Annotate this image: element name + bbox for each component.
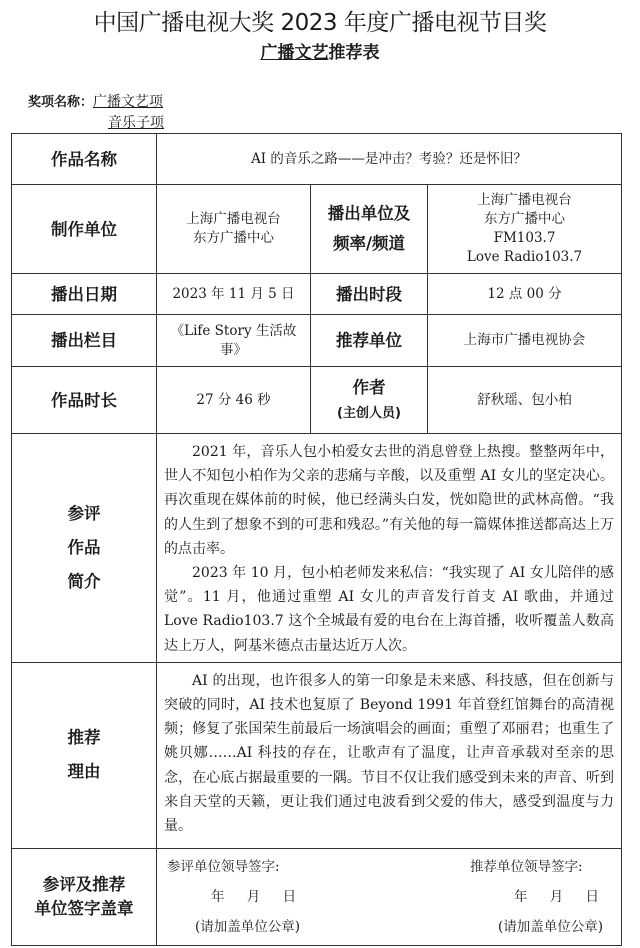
broadcaster-line: 上海广播电视台 xyxy=(477,192,572,208)
recommender-seal-note: (请加盖单位公章) xyxy=(497,918,604,935)
air-date-label: 播出日期 xyxy=(12,274,157,315)
broadcaster-line: FM103.7 xyxy=(493,230,556,246)
summary-text xyxy=(157,434,622,663)
recommender-value: 上海市广播电视协会 xyxy=(428,315,622,367)
broadcaster-line: 东方广播中心 xyxy=(484,211,565,227)
duration-value: 27 分 46 秒 xyxy=(157,367,311,434)
row-reason xyxy=(12,662,622,848)
work-name-value: AI 的音乐之路——是冲击？考验？还是怀旧？ xyxy=(157,134,622,185)
form-subtitle xyxy=(0,38,640,63)
summary-label-line: 参评 xyxy=(67,503,101,523)
reason-label xyxy=(12,662,157,848)
broadcaster-label-line: 播出单位及 xyxy=(327,204,411,223)
recommendation-form-table xyxy=(11,133,622,946)
subtitle-rest: 推荐表 xyxy=(328,43,380,63)
program-label: 播出栏目 xyxy=(12,315,157,367)
award-name-label: 奖项名称： xyxy=(28,95,94,110)
row-program xyxy=(12,315,622,367)
producer-value xyxy=(157,185,311,274)
reason-text xyxy=(157,662,622,848)
author-sublabel: (主创人员) xyxy=(337,406,401,421)
award-category: 广播文艺项 xyxy=(93,94,164,110)
signature-label-line: 参评及推荐 xyxy=(42,874,126,894)
author-label-main: 作者 xyxy=(352,378,386,397)
row-work-name xyxy=(12,134,622,185)
author-label xyxy=(311,367,428,434)
producer-line: 东方广播中心 xyxy=(193,230,274,246)
recommender-signature-title: 推荐单位领导签字: xyxy=(469,858,583,875)
summary-label-line: 简介 xyxy=(67,571,101,591)
page-title: 中国广播电视大奖 2023 年度广播电视节目奖 xyxy=(93,10,547,36)
participant-signature-date: 年 月 日 xyxy=(211,888,297,905)
row-summary xyxy=(12,434,622,663)
summary-paragraph: 2023 年 10 月，包小柏老师发来私信：“我实现了 AI 女儿陪伴的感觉”。11 月，他通过重塑 AI 女儿的声音发行首支 AI 歌曲，并通过 Love Radio103.7 这个全城最有爱的电台在上海首播，收听覆盖人数高达上万人，阿基米德点击量达近万人次。 xyxy=(164,565,615,654)
signature-label-line: 单位签字盖章 xyxy=(34,898,134,918)
reason-label-line: 理由 xyxy=(67,762,101,782)
broadcaster-value xyxy=(428,185,622,274)
air-time-value: 12 点 00 分 xyxy=(428,274,622,315)
broadcaster-line: Love Radio103.7 xyxy=(466,249,583,265)
reason-paragraph: AI 的出现，也许很多人的第一印象是未来感、科技感，但在创新与突破的同时，AI 技术也复原了 Beyond 1991 年首登红馆舞台的高清视频；修复了张国荣生前最后一场演唱会的画面；重塑了邓丽君；也重生了姚贝娜……AI 科技的存在，让歌声有了温度，让声音承载对至亲的思念，在心底占据最重要的一隅。节目不仅让我们感受到未来的声音、听到来自天堂的天籁，更让我们通过电波看到父爱的伟大，感受到温度与力量。 xyxy=(164,672,615,835)
award-name-block xyxy=(28,92,164,134)
row-producer xyxy=(12,185,622,274)
summary-label xyxy=(12,434,157,663)
author-value: 舒秋瑶、包小柏 xyxy=(428,367,622,434)
row-signature xyxy=(12,848,622,945)
producer-line: 上海广播电视台 xyxy=(186,211,281,227)
duration-label: 作品时长 xyxy=(12,367,157,434)
recommender-signature-date: 年 月 日 xyxy=(513,888,600,905)
summary-paragraph: 2021 年，音乐人包小柏爱女去世的消息曾登上热搜。整整两年中，世人不知包小柏作为父亲的悲痛与辛酸，以及重塑 AI 女儿的坚定决心。再次重现在媒体前的时候，他已经满头白发，恍如隐世的武林高僧。“我的人生到了想象不到的可悲和残忍。”有关他的每一篇媒体推送都高达上万的点击率。 xyxy=(164,444,615,557)
broadcaster-label-line: 频率/频道 xyxy=(332,234,406,253)
subtitle-underlined: 广播文艺 xyxy=(260,43,329,63)
row-air-date xyxy=(12,274,622,315)
work-name-label: 作品名称 xyxy=(12,134,157,185)
row-duration xyxy=(12,367,622,434)
recommender-label: 推荐单位 xyxy=(311,315,428,367)
reason-label-line: 推荐 xyxy=(67,728,101,748)
program-value: 《Life Story 生活故事》 xyxy=(157,315,311,367)
air-date-value: 2023 年 11 月 5 日 xyxy=(157,274,311,315)
participant-signature xyxy=(167,852,300,942)
recommender-signature xyxy=(470,852,603,942)
air-time-label: 播出时段 xyxy=(311,274,428,315)
award-subcategory: 音乐子项 xyxy=(108,115,164,131)
participant-signature-title: 参评单位领导签字: xyxy=(167,858,280,875)
broadcaster-label xyxy=(311,185,428,274)
summary-label-line: 作品 xyxy=(67,537,101,557)
producer-label: 制作单位 xyxy=(12,185,157,274)
signature-area xyxy=(157,848,622,945)
signature-label xyxy=(12,848,157,945)
participant-seal-note: (请加盖单位公章) xyxy=(195,918,301,935)
